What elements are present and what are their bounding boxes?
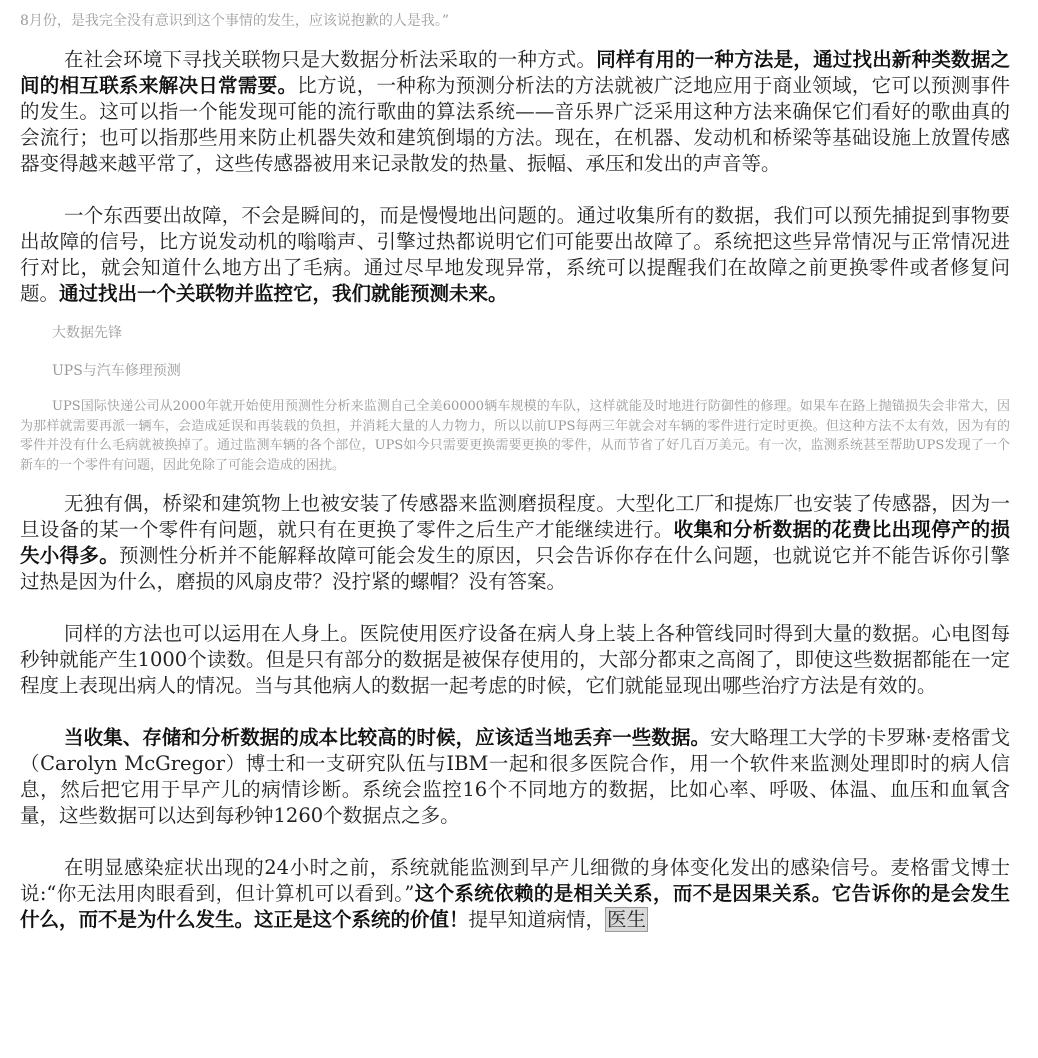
paragraph-mcgregor xyxy=(20,725,1010,829)
paragraph-text: 安大略理工大学的卡罗琳·麦格雷戈（Carolyn McGregor）博士和一支研究队伍与IBM一起和很多医院合作，用一个软件来监测处理即时的病人信息，然后把它用于早产儿的病情诊断。系统会监控16个不同地方的数据，比如心率、呼吸、体温、血压和血氧含量，这些数据可以达到每秒钟1260个数据点之多。 xyxy=(20,726,1010,827)
paragraph-hospital-data xyxy=(20,621,1010,699)
sidebar-heading: 大数据先锋 xyxy=(52,325,122,341)
bold-emphasis-text: 同样有用的一种方法是，通过找出新种类数据之间的相互联系来解决日常需要。 xyxy=(20,48,1010,97)
paragraph-text: 预测性分析并不能解释故障可能会发生的原因，只会告诉你存在什么问题，也就说它并不能告诉你引擎过热是因为什么，磨损的风扇皮带？没拧紧的螺帽？没有答案。 xyxy=(20,544,1010,593)
sidebar-body-text: UPS国际快递公司从2000年就开始使用预测性分析来监测自己全美60000辆车规模的车队，这样就能及时地进行防御性的修理。如果车在路上抛锚损失会非常大，因为那样就需要再派一辆车，会造成延误和再装载的负担，并消耗大量的人力物力，所以以前UPS每两三年就会对车辆的零件进行定时更换。但这种方法不太有效，因为有的零件并没有什么毛病就被换掉了。通过监测车辆的各个部位，UPS如今只需要更换需要更换的零件，从而节省了好几百万美元。有一次，监测系统甚至帮助UPS发现了一个新车的一个零件有问题，因此免除了可能会造成的困扰。 xyxy=(20,399,1010,473)
document-page xyxy=(20,0,1010,933)
bold-emphasis-text: 当收集、存储和分析数据的成本比较高的时候，应该适当地丢弃一些数据。 xyxy=(64,726,711,749)
paragraph-text: 一个东西要出故障，不会是瞬间的，而是慢慢地出问题的。通过收集所有的数据，我们可以预先捕捉到事物要出故障的信号，比方说发动机的嗡嗡声、引擎过热都说明它们可能要出故障了。系统把这些异常情况与正常情况进行对比，就会知道什么地方出了毛病。通过尽早地发现异常，系统可以提醒我们在故障之前更换零件或者修复问题。 xyxy=(20,204,1010,305)
paragraph-text: 在社会环境下寻找关联物只是大数据分析法采取的一种方式。 xyxy=(64,48,597,71)
previous-page-tail-text: 8月份，是我完全没有意识到这个事情的发生，应该说抱歉的人是我。” xyxy=(20,13,450,29)
paragraph-text: 无独有偶，桥梁和建筑物上也被安装了传感器来监测磨损程度。大型化工厂和提炼厂也安装了传感器，因为一旦设备的某一个零件有问题，就只有在更换了零件之后生产才能继续进行。 xyxy=(20,492,1010,541)
paragraph-failure-signals xyxy=(20,203,1010,307)
paragraph-predictive-analysis xyxy=(20,47,1010,177)
paragraph-correlation-value xyxy=(20,855,1010,933)
sidebar-subheading: UPS与汽车修理预测 xyxy=(52,363,181,379)
sidebar-box xyxy=(20,323,1010,475)
bold-emphasis-text: 通过找出一个关联物并监控它，我们就能预测未来。 xyxy=(59,282,508,305)
paragraph-bridges-sensors xyxy=(20,491,1010,595)
highlighted-text-selection[interactable]: 医生 xyxy=(607,908,647,931)
paragraph-text: 比方说，一种称为预测分析法的方法就被广泛地应用于商业领域，它可以预测事件的发生。这可以指一个能发现可能的流行歌曲的算法系统——音乐界广泛采用这种方法来确保它们看好的歌曲真的会流行；也可以指那些用来防止机器失效和建筑倒塌的方法。现在，在机器、发动机和桥梁等基础设施上放置传感器变得越来越平常了，这些传感器被用来记录散发的热量、振幅、承压和发出的声音等。 xyxy=(20,74,1010,175)
paragraph-text: 提早知道病情， xyxy=(468,908,606,931)
bold-emphasis-text: 这个系统依赖的是相关关系，而不是因果关系。它告诉你的是会发生什么，而不是为什么发生。这正是这个系统的价值！ xyxy=(20,882,1010,931)
bold-emphasis-text: 收集和分析数据的花费比出现停产的损失小得多。 xyxy=(20,518,1010,567)
paragraph-text: 同样的方法也可以运用在人身上。医院使用医疗设备在病人身上装上各种管线同时得到大量的数据。心电图每秒钟就能产生1000个读数。但是只有部分的数据是被保存使用的，大部分都束之高阁了，即使这些数据都能在一定程度上表现出病人的情况。当与其他病人的数据一起考虑的时候，它们就能显现出哪些治疗方法是有效的。 xyxy=(20,622,1010,697)
paragraph-text: 在明显感染症状出现的24小时之前，系统就能监测到早产儿细微的身体变化发出的感染信号。麦格雷戈博士说:“你无法用肉眼看到，但计算机可以看到。” xyxy=(20,856,1010,905)
